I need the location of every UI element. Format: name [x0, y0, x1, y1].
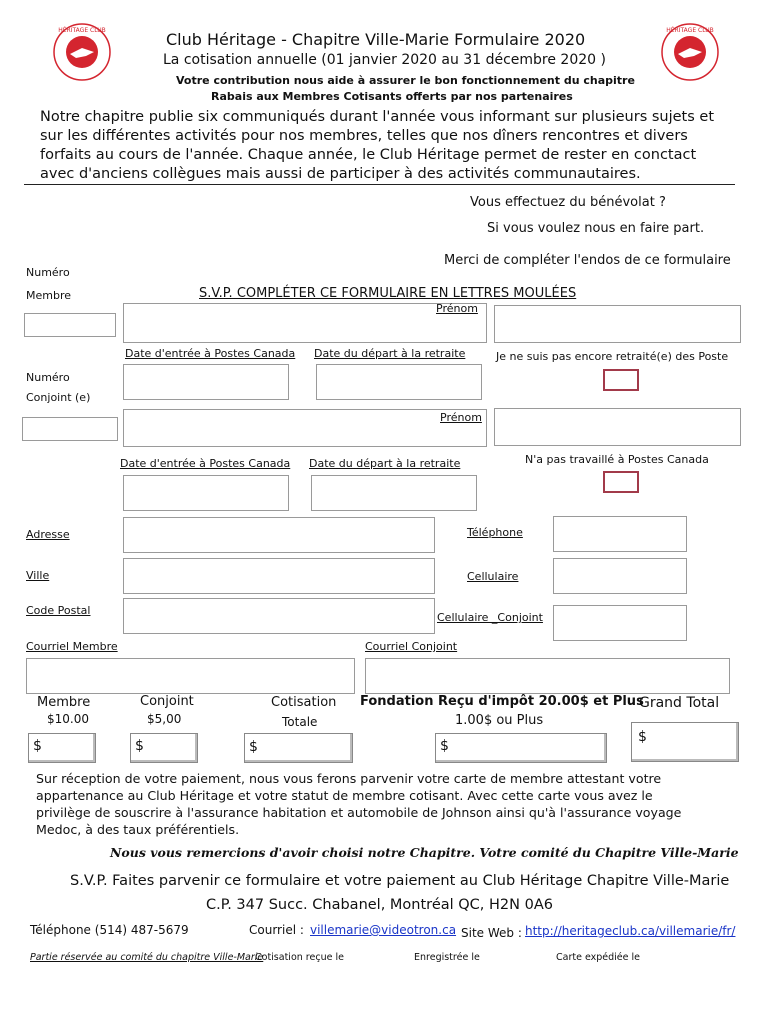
- heritage-club-logo-right: [660, 22, 720, 82]
- member-date-depart-input[interactable]: [316, 364, 482, 400]
- logo-text-right: HÉRITAGE CLUB: [666, 27, 714, 34]
- never-worked-label: N'a pas travaillé à Postes Canada: [525, 453, 709, 466]
- cellulaire-input[interactable]: [553, 558, 687, 594]
- adresse-label: Adresse: [26, 528, 70, 541]
- code-postal-input[interactable]: [123, 598, 435, 634]
- spouse-prenom-label: Prénom: [440, 411, 482, 424]
- header-divider: [24, 184, 735, 185]
- site-label: Site Web :: [461, 926, 522, 940]
- member-date-depart-label: Date du départ à la retraite: [314, 347, 466, 360]
- payment-received-label: Cotisation reçue le: [255, 952, 344, 963]
- membre-amount-input[interactable]: [28, 733, 96, 763]
- member-prenom-label: Prénom: [436, 302, 478, 315]
- numero-label: Numéro: [26, 266, 70, 279]
- not-retired-label: Je ne suis pas encore retraité(e) des Poste: [496, 350, 729, 363]
- ville-input[interactable]: [123, 558, 435, 594]
- spouse-date-entree-input[interactable]: [123, 475, 289, 511]
- never-worked-checkbox[interactable]: [603, 471, 639, 493]
- adresse-input[interactable]: [123, 517, 435, 553]
- grand-total-currency: $: [638, 729, 647, 745]
- spouse-date-depart-input[interactable]: [311, 475, 477, 511]
- member-number-input[interactable]: [24, 313, 116, 337]
- form-subtitle: La cotisation annuelle (01 janvier 2020 au 31 décembre 2020 ): [163, 52, 606, 68]
- thanks-line: Nous vous remercions d'avoir choisi notre Chapitre. Votre comité du Chapitre Ville-Marie: [110, 845, 739, 860]
- volunteer-question: Vous effectuez du bénévolat ?: [470, 195, 666, 210]
- fee-conjoint-price: $5,00: [147, 712, 182, 726]
- logo-text-left: HÉRITAGE CLUB: [58, 27, 106, 34]
- ville-label: Ville: [26, 569, 50, 582]
- fee-membre-price: $10.00: [47, 712, 89, 726]
- not-retired-checkbox[interactable]: [603, 369, 639, 391]
- courriel-membre-label: Courriel Membre: [26, 640, 118, 653]
- form-title: Club Héritage - Chapitre Ville-Marie Formulaire 2020: [166, 30, 586, 49]
- code-postal-label: Code Postal: [26, 604, 91, 617]
- card-sent-label: Carte expédiée le: [556, 952, 640, 963]
- spouse-date-entree-label: Date d'entrée à Postes Canada: [120, 457, 291, 470]
- fondation-amount-input[interactable]: [435, 733, 607, 763]
- phone-number: Téléphone (514) 487-5679: [30, 923, 189, 937]
- cellulaire-conjoint-label: Cellulaire _Conjoint: [437, 611, 543, 624]
- fee-membre-label: Membre: [37, 695, 91, 710]
- conjoint-label: Conjoint (e): [26, 391, 91, 404]
- member-prenom-input[interactable]: [494, 305, 741, 343]
- member-name-input[interactable]: [123, 303, 487, 343]
- cellulaire-label: Cellulaire: [467, 570, 519, 583]
- membre-currency: $: [33, 738, 42, 754]
- grand-total-input[interactable]: [631, 722, 739, 762]
- courriel-conjoint-input[interactable]: [365, 658, 730, 694]
- fee-cotisation-label: Cotisation: [271, 695, 337, 710]
- fee-conjoint-label: Conjoint: [140, 694, 194, 709]
- volunteer-back: Merci de compléter l'endos de ce formulaire: [444, 253, 731, 268]
- intro-paragraph: Notre chapitre publie six communiqués durant l'année vous informant sur plusieurs sujets et sur les différentes activités pour nos membres, telles que nos dîners rencontres et divers forfaits au cours de l'année. Chaque année, le Club Héritage permet de rester en conctact avec d'anciens collègues mais aussi de participer à des activités communautaires.: [40, 109, 715, 182]
- print-instruction: S.V.P. COMPLÉTER CE FORMULAIRE EN LETTRES MOULÉES: [199, 286, 577, 301]
- fee-fondation-label: Fondation Reçu d'impôt 20.00$ et Plus: [360, 694, 644, 709]
- fee-fondation-sub: 1.00$ ou Plus: [455, 713, 544, 728]
- numero-conjoint-label: Numéro: [26, 371, 70, 384]
- courriel-membre-input[interactable]: [26, 658, 355, 694]
- conjoint-amount-input[interactable]: [130, 733, 198, 763]
- heritage-club-logo-left: [52, 22, 112, 82]
- mailing-address: C.P. 347 Succ. Chabanel, Montréal QC, H2N 0A6: [206, 897, 553, 913]
- email-label: Courriel :: [249, 923, 304, 937]
- website-link[interactable]: http://heritageclub.ca/villemarie/fr/: [525, 924, 736, 938]
- spouse-name-input[interactable]: [123, 409, 487, 447]
- cotisation-amount-input[interactable]: [244, 733, 353, 763]
- recorded-label: Enregistrée le: [414, 952, 480, 963]
- fee-cotisation-sub: Totale: [282, 715, 318, 729]
- telephone-input[interactable]: [553, 516, 687, 552]
- courriel-conjoint-label: Courriel Conjoint: [365, 640, 458, 653]
- volunteer-share: Si vous voulez nous en faire part.: [487, 221, 705, 236]
- cellulaire-conjoint-input[interactable]: [553, 605, 687, 641]
- fee-grand-total-label: Grand Total: [639, 695, 720, 711]
- discount-line: Rabais aux Membres Cotisants offerts par nos partenaires: [211, 90, 573, 103]
- membre-label: Membre: [26, 289, 72, 302]
- spouse-date-depart-label: Date du départ à la retraite: [309, 457, 461, 470]
- contribution-line: Votre contribution nous aide à assurer le bon fonctionnement du chapitre: [176, 74, 635, 87]
- cotisation-currency: $: [249, 739, 258, 755]
- telephone-label: Téléphone: [467, 526, 523, 539]
- email-link[interactable]: villemarie@videotron.ca: [310, 923, 457, 937]
- fondation-currency: $: [440, 738, 449, 754]
- conjoint-currency: $: [135, 738, 144, 754]
- spouse-number-input[interactable]: [22, 417, 118, 441]
- spouse-prenom-input[interactable]: [494, 408, 741, 446]
- reserved-section-label: Partie réservée au comité du chapitre Ville-Marie: [30, 952, 264, 963]
- member-date-entree-label: Date d'entrée à Postes Canada: [125, 347, 296, 360]
- member-date-entree-input[interactable]: [123, 364, 289, 400]
- closing-paragraph: Sur réception de votre paiement, nous vous ferons parvenir votre carte de membre attestant votre appartenance au Club Héritage et votre statut de membre cotisant. Avec cette carte vous avez le privilège de souscrire à l'assurance habitation et automobile de Johnson ainsi qu'à l'assurance voyage Medoc, à des taux préférentiels.: [36, 771, 682, 837]
- send-instructions: S.V.P. Faites parvenir ce formulaire et votre paiement au Club Héritage Chapitre Ville-Marie: [70, 873, 730, 889]
